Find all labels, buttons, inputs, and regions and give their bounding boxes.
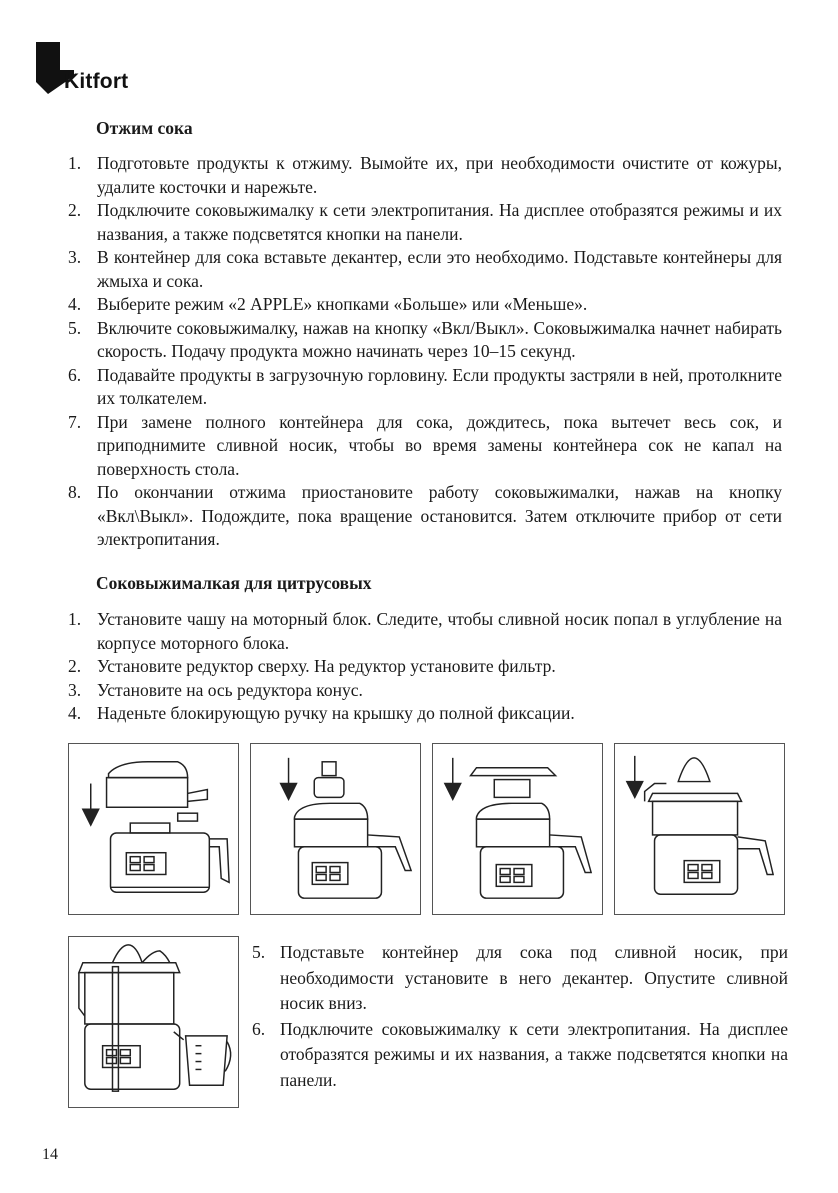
juicer-container-under-spout-illustration-icon (69, 937, 238, 1107)
step-text: Установите чашу на моторный блок. Следите, чтобы сливной носик попал в углубление на корпусе моторного блока. (97, 609, 782, 653)
list-item (62, 317, 782, 364)
list-item (62, 411, 782, 482)
step-text: Подставьте контейнер для сока под сливной носик, при необходимости установите в него декантер. Опустите сливной носик вниз. (280, 942, 788, 1013)
list-item (248, 940, 788, 1017)
list-item (62, 481, 782, 552)
citrus-steps-continued-list (248, 940, 788, 1093)
list-item (62, 199, 782, 246)
list-item (62, 655, 782, 679)
step-number: 1. (68, 153, 82, 173)
juicer-handle-install-illustration-icon (615, 744, 784, 914)
step-number: 6. (68, 364, 82, 385)
step-number: 7. (68, 411, 82, 432)
juicer-cone-install-illustration-icon (433, 744, 602, 914)
page-number: 14 (42, 1146, 58, 1163)
figure-step-4 (614, 743, 785, 915)
juicer-reducer-install-illustration-icon (251, 744, 420, 914)
section-title-juicing: Отжим сока (96, 118, 193, 138)
step-text: Включите соковыжималку, нажав на кнопку «Вкл/Выкл». Соковыжималка начнет набирать скорость. Подачу продукта можно начинать через 10–15 секунд. (97, 317, 782, 361)
juicing-steps-list (62, 152, 782, 552)
step-text: По окончании отжима приостановите работу соковыжималки, нажав на кнопку «Вкл\Выкл». Подождите, пока вращение остановится. Затем отключите прибор от сети электропитания. (97, 482, 782, 549)
step-text: Установите редуктор сверху. На редуктор установите фильтр. (97, 656, 556, 676)
step-number: 2. (68, 200, 82, 220)
step-text: Подключите соковыжималку к сети электропитания. На дисплее отобразятся режимы и их названия, а также подсветятся кнопки на панели. (97, 200, 782, 244)
list-item (62, 608, 782, 655)
section-title-citrus: Соковыжималкая для цитрусовых (96, 573, 372, 593)
step-text: Выберите режим «2 APPLE» кнопками «Больше» или «Меньше». (97, 294, 588, 314)
figure-step-2 (250, 743, 421, 915)
step-number: 5. (68, 317, 82, 338)
step-text: Подавайте продукты в загрузочную горловину. Если продукты застряли в ней, протолкните их толкателем. (97, 364, 782, 408)
step-number: 2. (68, 656, 82, 676)
step-number: 3. (68, 247, 82, 267)
kitfort-logo (34, 40, 154, 95)
brand-name: Kitfort (64, 70, 129, 93)
list-item (248, 1017, 788, 1094)
citrus-steps-list (62, 608, 782, 726)
step-number: 1. (68, 609, 82, 629)
step-number: 8. (68, 482, 82, 502)
step-number: 4. (68, 294, 82, 314)
step-text: Подготовьте продукты к отжиму. Вымойте их, при необходимости очистите от кожуры, удалите косточки и нарежьте. (97, 153, 782, 197)
list-item (62, 679, 782, 703)
list-item (62, 702, 782, 726)
list-item (62, 152, 782, 199)
figure-step-5 (68, 936, 239, 1108)
step-text: В контейнер для сока вставьте декантер, если это необходимо. Подставьте контейнеры для жмыха и сока. (97, 247, 782, 291)
step-number: 6. (252, 1018, 266, 1039)
step-text: Подключите соковыжималку к сети электропитания. На дисплее отобразятся режимы и их названия, а также подсветятся кнопки на панели. (280, 1018, 788, 1090)
figure-step-3 (432, 743, 603, 915)
step-text: Наденьте блокирующую ручку на крышку до полной фиксации. (97, 703, 575, 723)
list-item (62, 364, 782, 411)
figure-step-1 (68, 743, 239, 915)
step-number: 4. (68, 703, 82, 723)
step-number: 3. (68, 679, 82, 700)
step-number: 5. (252, 942, 266, 962)
list-item (62, 293, 782, 317)
step-text: Установите на ось редуктора конус. (97, 679, 363, 700)
juicer-bowl-install-illustration-icon (69, 744, 238, 914)
list-item (62, 246, 782, 293)
step-text: При замене полного контейнера для сока, дождитесь, пока вытечет весь сок, и приподнимите сливной носик, чтобы во время замены контейнера сок не капал на поверхность стола. (97, 411, 782, 479)
